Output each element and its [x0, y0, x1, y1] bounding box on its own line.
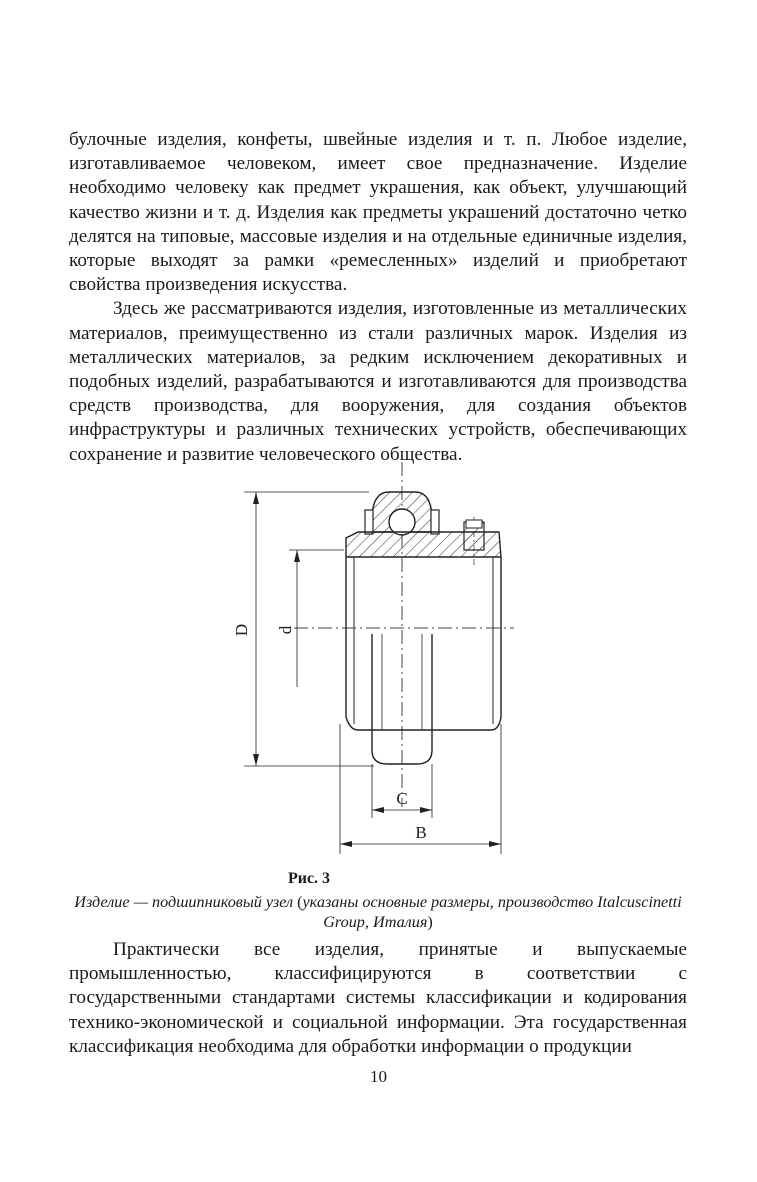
bearing-ball	[389, 509, 415, 535]
seal-right	[431, 510, 439, 534]
dim-B-label: B	[415, 823, 427, 842]
bearing-drawing	[69, 462, 687, 864]
set-screw-head	[466, 520, 482, 528]
inner-ring-body	[346, 557, 501, 730]
dim-C-arrow-right	[420, 807, 432, 813]
paragraph-3: Практически все изделия, принятые и выпускаемые промышленностью, классифицируются в соответствии с государственными стандартами системы классификации и кодирования технико-экономической и социальной информации. Эта государственная классификация необходима для обработки информации о продукции	[69, 939, 687, 1057]
caption-part-5: Италия	[373, 913, 428, 931]
paragraph-2: Здесь же рассматриваются изделия, изготовленные из металлических материалов, преимущественно из стали различных марок. Изделия из металлических материалов, за редким исключением декоративных и подобных изделий, разрабатываются и изготавливаются для производства средств производства, для вооружения, для создания объектов инфраструктуры и различных технических устройств, обеспечивающих сохранение и развитие человеческого общества.	[69, 298, 687, 465]
dim-C-arrow-left	[372, 807, 384, 813]
figure-label: Рис. 3	[287, 870, 331, 887]
caption-part-2: (	[293, 893, 303, 911]
page-number: 10	[370, 1067, 387, 1086]
caption-part-1: Изделие — подшипниковый узел	[74, 893, 294, 911]
seal-left	[365, 510, 373, 534]
dim-d-arrow-top	[294, 550, 300, 562]
bottom-text	[69, 938, 687, 1059]
dim-d-label: d	[276, 625, 295, 635]
dim-D-arrow-top	[253, 492, 259, 504]
caption-part-6: )	[427, 913, 433, 931]
caption-part-3: указаны основные размеры, производство Italcuscinetti Group	[302, 893, 682, 931]
dim-D-arrow-bottom	[253, 754, 259, 766]
caption-part-4: ,	[364, 913, 373, 931]
top-text	[69, 128, 687, 467]
figure-caption	[69, 892, 687, 932]
paragraph-1: булочные изделия, конфеты, швейные изделия и т. п. Любое изделие, изготавливаемое человеком, имеет свое предназначение. Изделие необходимо человеку как предмет украшения, как объект, улучшающий качество жизни и т. д. Изделия как предметы украшений достаточно четко делятся на типовые, массовые изделия и на отдельные единичные изделия, которые выходят за рамки «ремесленных» изделий и приобретают свойства произведения искусства.	[69, 129, 687, 296]
dim-B-arrow-left	[340, 841, 352, 847]
dim-D-label: D	[232, 623, 251, 637]
dim-C-label: C	[396, 789, 408, 808]
figure-bearing-unit	[69, 462, 687, 864]
dim-B-arrow-right	[489, 841, 501, 847]
